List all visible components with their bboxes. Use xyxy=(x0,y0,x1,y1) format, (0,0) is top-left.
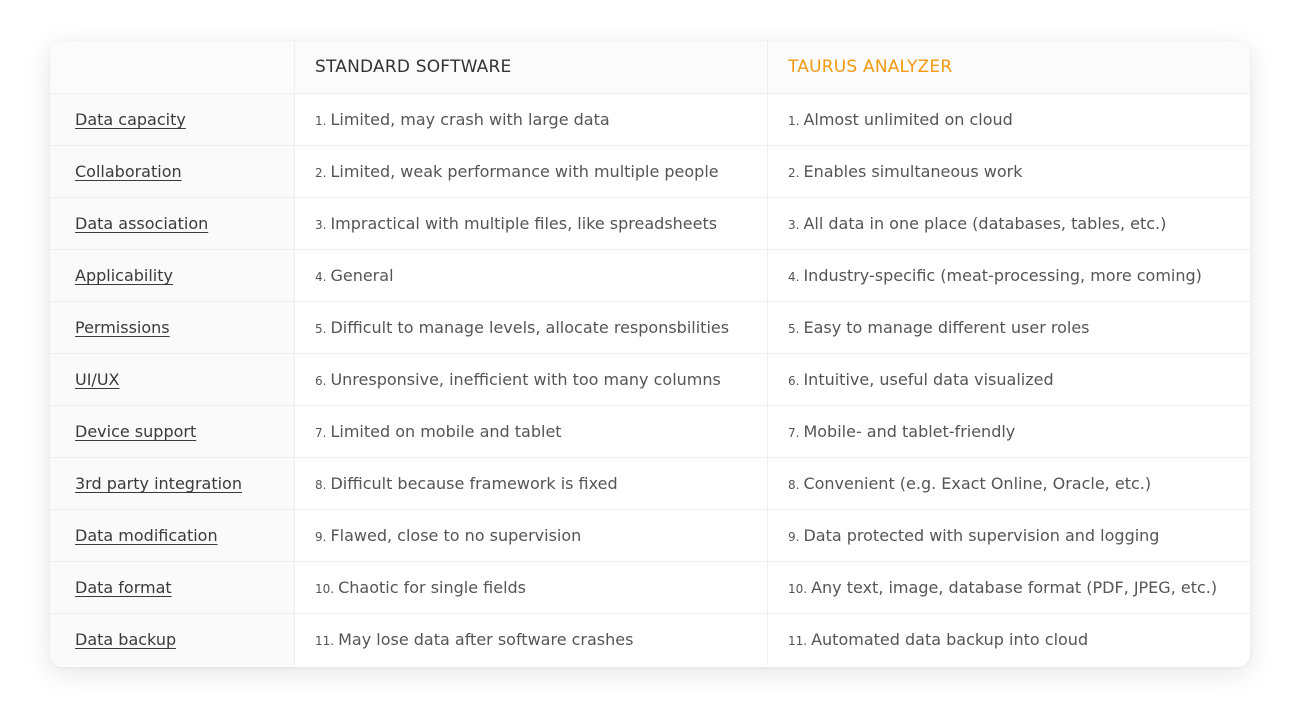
taurus-analyzer-cell xyxy=(768,510,1250,561)
item-number: 3. xyxy=(788,217,800,232)
standard-software-text: Difficult because framework is fixed xyxy=(330,474,618,493)
taurus-analyzer-cell xyxy=(768,562,1250,613)
feature-cell xyxy=(50,94,295,145)
standard-software-text: Flawed, close to no supervision xyxy=(330,526,582,545)
feature-cell xyxy=(50,614,295,665)
item-number: 6. xyxy=(788,373,800,388)
standard-software-text: May lose data after software crashes xyxy=(338,630,634,649)
table-row xyxy=(50,249,1250,301)
standard-software-text: Limited on mobile and tablet xyxy=(330,422,562,441)
item-number: 5. xyxy=(315,321,327,336)
feature-cell xyxy=(50,198,295,249)
feature-link[interactable]: Collaboration xyxy=(75,162,182,181)
standard-software-cell xyxy=(295,302,768,353)
feature-link[interactable]: UI/UX xyxy=(75,370,120,389)
taurus-analyzer-cell xyxy=(768,146,1250,197)
item-number: 10. xyxy=(315,581,335,596)
comparison-table xyxy=(50,41,1250,667)
taurus-analyzer-text: Industry-specific (meat-processing, more coming) xyxy=(803,266,1202,285)
item-number: 4. xyxy=(315,269,327,284)
feature-link[interactable]: Applicability xyxy=(75,266,173,285)
table-row xyxy=(50,145,1250,197)
feature-cell xyxy=(50,302,295,353)
feature-cell xyxy=(50,146,295,197)
feature-cell xyxy=(50,562,295,613)
feature-cell xyxy=(50,406,295,457)
standard-software-cell xyxy=(295,510,768,561)
standard-software-text: Limited, may crash with large data xyxy=(330,110,610,129)
taurus-analyzer-cell xyxy=(768,354,1250,405)
feature-link[interactable]: Data association xyxy=(75,214,209,233)
standard-software-cell xyxy=(295,354,768,405)
item-number: 7. xyxy=(788,425,800,440)
table-row xyxy=(50,301,1250,353)
header-empty-cell xyxy=(50,41,295,93)
item-number: 7. xyxy=(315,425,327,440)
taurus-analyzer-text: Automated data backup into cloud xyxy=(811,630,1089,649)
taurus-analyzer-cell xyxy=(768,614,1250,665)
feature-link[interactable]: Device support xyxy=(75,422,197,441)
item-number: 2. xyxy=(315,165,327,180)
standard-software-text: Limited, weak performance with multiple people xyxy=(330,162,719,181)
feature-cell xyxy=(50,250,295,301)
item-number: 5. xyxy=(788,321,800,336)
table-header-row xyxy=(50,41,1250,93)
taurus-analyzer-cell xyxy=(768,94,1250,145)
standard-software-cell xyxy=(295,614,768,665)
taurus-analyzer-text: Data protected with supervision and logging xyxy=(803,526,1160,545)
standard-software-cell xyxy=(295,94,768,145)
feature-cell xyxy=(50,510,295,561)
feature-link[interactable]: 3rd party integration xyxy=(75,474,242,493)
item-number: 6. xyxy=(315,373,327,388)
table-row xyxy=(50,405,1250,457)
header-standard-cell xyxy=(295,41,768,93)
table-row xyxy=(50,197,1250,249)
feature-link[interactable]: Data modification xyxy=(75,526,218,545)
taurus-analyzer-text: Convenient (e.g. Exact Online, Oracle, etc.) xyxy=(803,474,1152,493)
standard-software-text: Unresponsive, inefficient with too many columns xyxy=(330,370,721,389)
table-row xyxy=(50,457,1250,509)
feature-cell xyxy=(50,458,295,509)
standard-software-heading: STANDARD SOFTWARE xyxy=(315,57,512,77)
standard-software-text: Difficult to manage levels, allocate responsbilities xyxy=(330,318,730,337)
standard-software-cell xyxy=(295,146,768,197)
standard-software-cell xyxy=(295,406,768,457)
item-number: 11. xyxy=(315,633,335,648)
item-number: 1. xyxy=(788,113,800,128)
taurus-analyzer-cell xyxy=(768,458,1250,509)
item-number: 9. xyxy=(788,529,800,544)
item-number: 8. xyxy=(315,477,327,492)
item-number: 3. xyxy=(315,217,327,232)
standard-software-cell xyxy=(295,458,768,509)
taurus-analyzer-text: Almost unlimited on cloud xyxy=(803,110,1013,129)
feature-link[interactable]: Data backup xyxy=(75,630,177,649)
table-row xyxy=(50,561,1250,613)
standard-software-cell xyxy=(295,250,768,301)
taurus-analyzer-cell xyxy=(768,198,1250,249)
item-number: 2. xyxy=(788,165,800,180)
taurus-analyzer-text: All data in one place (databases, tables, etc.) xyxy=(803,214,1167,233)
table-row xyxy=(50,509,1250,561)
table-body xyxy=(50,93,1250,665)
taurus-analyzer-text: Mobile- and tablet-friendly xyxy=(803,422,1016,441)
taurus-analyzer-text: Enables simultaneous work xyxy=(803,162,1023,181)
header-taurus-cell xyxy=(768,41,1250,93)
standard-software-text: Chaotic for single fields xyxy=(338,578,526,597)
item-number: 11. xyxy=(788,633,808,648)
feature-link[interactable]: Data format xyxy=(75,578,172,597)
taurus-analyzer-text: Any text, image, database format (PDF, JPEG, etc.) xyxy=(811,578,1218,597)
standard-software-cell xyxy=(295,562,768,613)
item-number: 1. xyxy=(315,113,327,128)
taurus-analyzer-cell xyxy=(768,250,1250,301)
item-number: 8. xyxy=(788,477,800,492)
feature-link[interactable]: Permissions xyxy=(75,318,170,337)
item-number: 4. xyxy=(788,269,800,284)
feature-link[interactable]: Data capacity xyxy=(75,110,186,129)
taurus-analyzer-cell xyxy=(768,406,1250,457)
table-row xyxy=(50,613,1250,665)
standard-software-cell xyxy=(295,198,768,249)
feature-cell xyxy=(50,354,295,405)
taurus-analyzer-cell xyxy=(768,302,1250,353)
standard-software-text: General xyxy=(330,266,394,285)
standard-software-text: Impractical with multiple files, like spreadsheets xyxy=(330,214,718,233)
taurus-analyzer-text: Intuitive, useful data visualized xyxy=(803,370,1054,389)
taurus-analyzer-text: Easy to manage different user roles xyxy=(803,318,1090,337)
table-row xyxy=(50,353,1250,405)
table-row xyxy=(50,93,1250,145)
taurus-analyzer-heading: TAURUS ANALYZER xyxy=(788,57,953,77)
item-number: 10. xyxy=(788,581,808,596)
item-number: 9. xyxy=(315,529,327,544)
